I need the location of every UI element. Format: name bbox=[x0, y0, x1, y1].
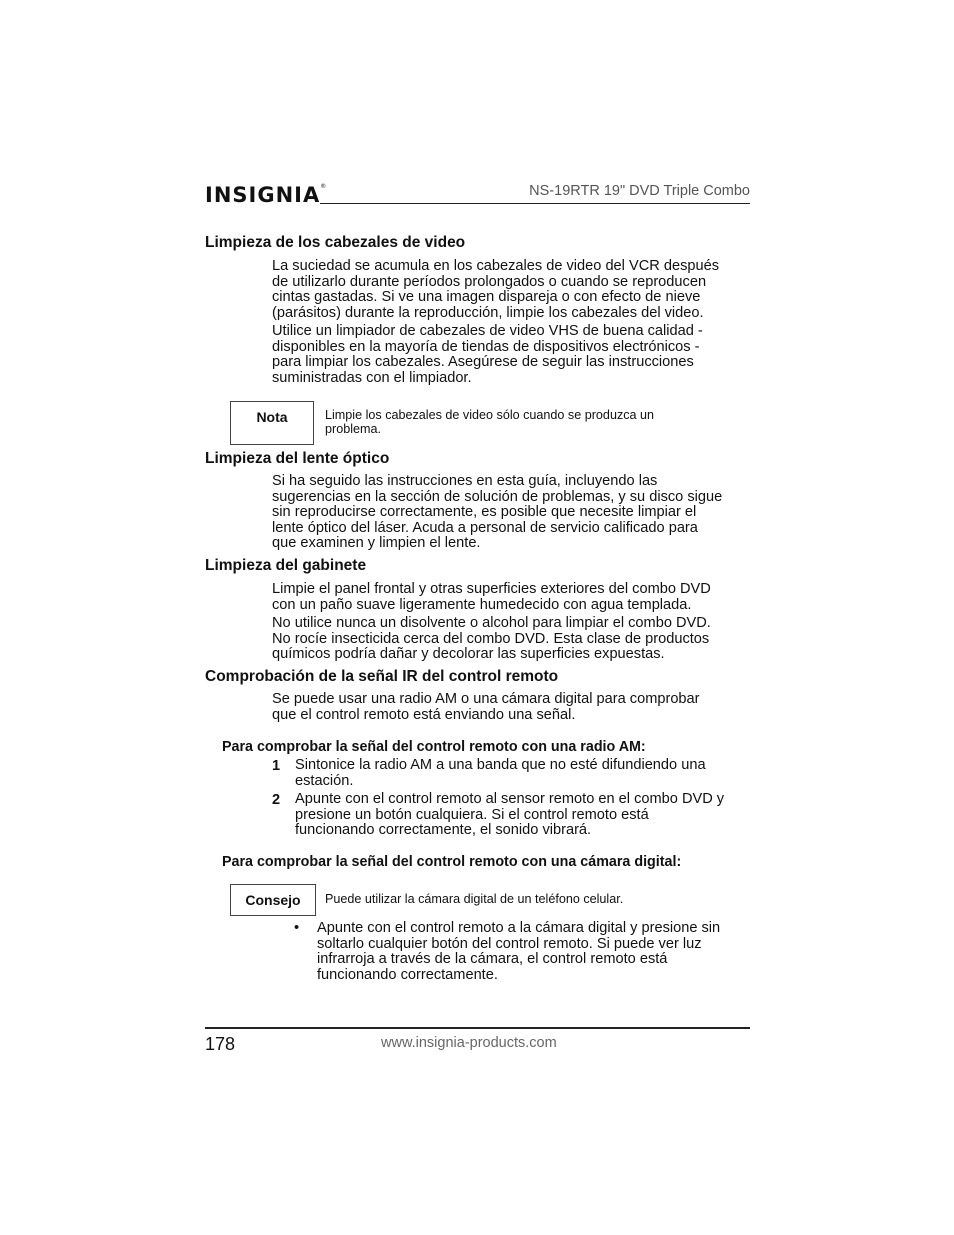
text-line: sugerencias en la sección de solución de problemas, y su disco sigue bbox=[272, 488, 723, 505]
text-line: No rocíe insecticida cerca del combo DVD. Esta clase de productos bbox=[272, 630, 710, 647]
text-line: infrarroja a través de la cámara, el control remoto está bbox=[317, 951, 668, 968]
text-line: funcionando correctamente, el sonido vibrará. bbox=[295, 822, 592, 839]
note-content bbox=[325, 408, 745, 436]
section-heading-lens-cleaning: Limpieza del lente óptico bbox=[205, 450, 390, 467]
bullet-icon: • bbox=[294, 920, 300, 936]
trademark-symbol: ® bbox=[320, 183, 328, 190]
text-line: Limpie el panel frontal y otras superficies exteriores del combo DVD bbox=[272, 581, 711, 597]
text-line: para limpiar los cabezales. Asegúrese de seguir las instrucciones bbox=[272, 354, 694, 371]
section-heading-ir-check: Comprobación de la señal IR del control remoto bbox=[205, 668, 559, 685]
logo-text: INSIGNIA bbox=[205, 183, 321, 207]
bullet-item bbox=[294, 921, 754, 983]
text-line: suministradas con el limpiador. bbox=[272, 369, 472, 386]
text-line: Si ha seguido las instrucciones en esta guía, incluyendo las bbox=[272, 473, 658, 489]
tip-label: Consejo bbox=[245, 892, 301, 908]
step-1 bbox=[272, 758, 752, 789]
tip-label-box bbox=[230, 884, 316, 916]
note-line: Limpie los cabezales de video sólo cuando se produzca un bbox=[325, 408, 655, 422]
text-line: Sintonice la radio AM a una banda que no esté difundiendo una bbox=[295, 757, 706, 773]
text-line: con un paño suave ligeramente humedecido con agua templada. bbox=[272, 596, 692, 613]
text-line: funcionando correctamente. bbox=[317, 966, 498, 983]
text-line: lente óptico del láser. Acuda a personal de servicio calificado para bbox=[272, 519, 698, 536]
insignia-logo bbox=[205, 183, 327, 207]
text-line: soltarlo cualquier botón del control remoto. Si puede ver luz bbox=[317, 935, 702, 952]
bullet-text bbox=[317, 921, 754, 983]
section-heading-cabinet-cleaning: Limpieza del gabinete bbox=[205, 557, 367, 574]
page-number: 178 bbox=[205, 1034, 236, 1054]
tip-line: Puede utilizar la cámara digital de un teléfono celular. bbox=[325, 892, 624, 906]
text-line: La suciedad se acumula en los cabezales de video del VCR después bbox=[272, 258, 720, 274]
text-line: estación. bbox=[295, 772, 354, 789]
paragraph-cabinet-1 bbox=[272, 582, 752, 613]
document-title: NS-19RTR 19" DVD Triple Combo bbox=[529, 183, 750, 199]
paragraph-cabinet-2 bbox=[272, 616, 752, 663]
footer-rule bbox=[205, 1027, 750, 1029]
text-line: Utilice un limpiador de cabezales de video VHS de buena calidad - bbox=[272, 323, 703, 339]
text-line: químicos podría dañar y decolorar las superficies expuestas. bbox=[272, 646, 665, 663]
header-rule bbox=[320, 203, 750, 204]
note-label: Nota bbox=[256, 409, 288, 425]
tip-content bbox=[325, 892, 745, 906]
step-number: 1 bbox=[272, 758, 281, 774]
step-text bbox=[295, 758, 752, 789]
procedure-heading-camera: Para comprobar la señal del control remoto con una cámara digital: bbox=[222, 854, 682, 870]
section-heading-heads-cleaning: Limpieza de los cabezales de video bbox=[205, 234, 466, 251]
step-2 bbox=[272, 792, 752, 839]
step-number: 2 bbox=[272, 792, 281, 808]
text-line: presione un botón cualquiera. Si el control remoto está bbox=[295, 806, 649, 823]
text-line: No utilice nunca un disolvente o alcohol para limpiar el combo DVD. bbox=[272, 615, 711, 631]
paragraph-ir bbox=[272, 692, 752, 723]
text-line: cintas gastadas. Si ve una imagen dispareja o con efecto de nieve bbox=[272, 289, 701, 306]
text-line: que el control remoto está enviando una señal. bbox=[272, 706, 576, 723]
note-label-box bbox=[230, 401, 314, 445]
text-line: disponibles en la mayoría de tiendas de dispositivos electrónicos - bbox=[272, 338, 700, 355]
paragraph-heads-2 bbox=[272, 324, 752, 386]
text-line: que examinen y limpien el lente. bbox=[272, 535, 481, 552]
text-line: (parásitos) durante la reproducción, limpie los cabezales del video. bbox=[272, 304, 704, 321]
paragraph-heads-1 bbox=[272, 259, 752, 321]
text-line: sin reproducirse correctamente, es posible que necesite limpiar el bbox=[272, 504, 697, 521]
step-text bbox=[295, 792, 752, 839]
footer-url: www.insignia-products.com bbox=[381, 1035, 557, 1051]
procedure-heading-radio: Para comprobar la señal del control remoto con una radio AM: bbox=[222, 739, 646, 755]
text-line: Apunte con el control remoto a la cámara digital y presione sin bbox=[317, 920, 721, 936]
note-line: problema. bbox=[325, 422, 382, 437]
text-line: Apunte con el control remoto al sensor remoto en el combo DVD y bbox=[295, 791, 725, 807]
text-line: Se puede usar una radio AM o una cámara digital para comprobar bbox=[272, 691, 700, 707]
text-line: de utilizarlo durante períodos prolongados o cuando se reproducen bbox=[272, 273, 707, 290]
paragraph-lens bbox=[272, 474, 752, 552]
